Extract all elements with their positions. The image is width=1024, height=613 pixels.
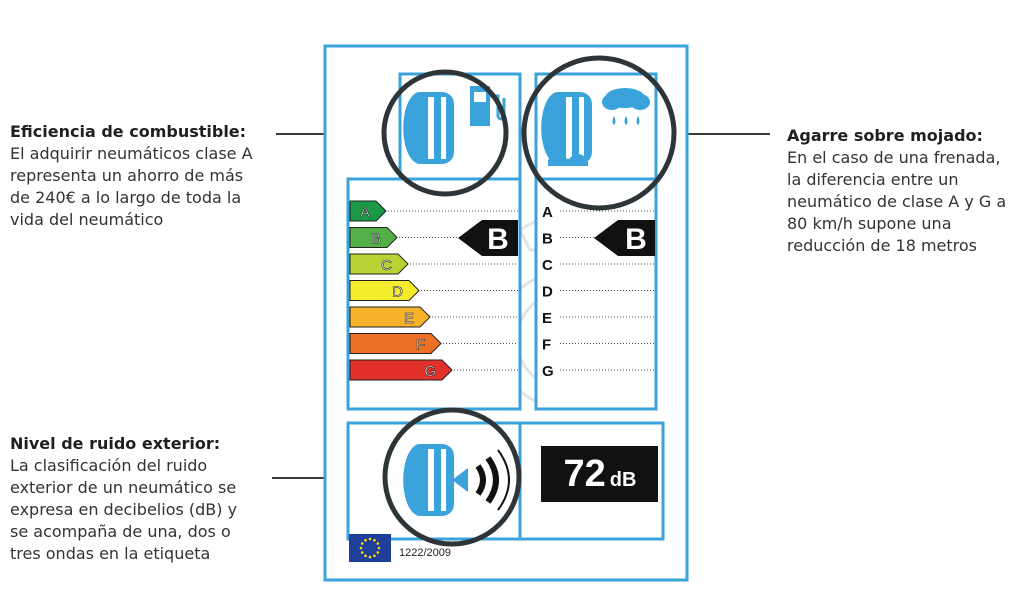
fuel-scale-bar-f — [350, 334, 441, 354]
noise-title: Nivel de ruido exterior: — [10, 434, 221, 453]
eu-star — [361, 551, 364, 554]
eu-star — [364, 554, 367, 557]
regulation-number: 1222/2009 — [399, 547, 451, 559]
fuel-scale-letter-c: C — [381, 257, 392, 274]
eu-star — [360, 547, 363, 550]
fuel-efficiency-title: Eficiencia de combustible: — [10, 122, 247, 141]
eu-star — [376, 542, 379, 545]
fuel-scale-letter-f: F — [415, 336, 425, 354]
fuel-scale-bar-e — [350, 307, 430, 327]
wet-grip-title: Agarre sobre mojado: — [787, 126, 983, 145]
fuel-efficiency-text: El adquirir neumáticos clase A representa un ahorro de más de 240€ a lo largo de toda la vida del neumático — [10, 144, 253, 229]
tyre-icon — [403, 92, 454, 164]
fuel-scale-letter-g: G — [424, 363, 436, 380]
wet-scale-letter-c: C — [542, 257, 553, 274]
wet-rating-letter: B — [625, 223, 647, 256]
noise-text: La clasificación del ruido exterior de un neumático se expresa en decibelios (dB) y se acompaña de una, dos o tres ondas en la etiqueta — [10, 456, 238, 563]
noise-value-unit: dB — [609, 469, 637, 491]
eu-star — [369, 538, 372, 541]
eu-star — [378, 547, 381, 550]
wet-scale-letter-g: G — [542, 363, 554, 380]
eu-star — [373, 554, 376, 557]
fuel-scale-letter-a: A — [359, 204, 370, 221]
fuel-scale-letter-e: E — [403, 310, 414, 327]
fuel-scale-bar-g — [350, 360, 452, 380]
wet-scale-panel — [536, 179, 656, 409]
eu-flag-icon — [349, 534, 391, 562]
wet-grip-text: En el caso de una frenada, la diferencia entre un neumático de clase A y G a 80 km/h supone una reducción de 18 metros — [787, 148, 1007, 255]
eu-star — [364, 539, 367, 542]
noise-value-display — [544, 449, 656, 505]
fuel-rating-letter: B — [487, 223, 509, 256]
eu-star — [361, 542, 364, 545]
fuel-scale-bar-c — [350, 254, 408, 274]
fuel-scale-bar-d — [350, 281, 419, 301]
wet-scale-letter-f: F — [542, 336, 552, 354]
eu-star — [369, 556, 372, 559]
eu-star — [373, 539, 376, 542]
eu-star — [376, 551, 379, 554]
wet-scale-letter-b: B — [542, 230, 553, 248]
wet-scale-letter-a: A — [542, 204, 553, 221]
fuel-scale-letter-b: B — [370, 230, 381, 248]
wet-tyre-icon — [541, 92, 592, 166]
fuel-scale-letter-d: D — [392, 283, 403, 301]
wet-scale-letter-e: E — [542, 310, 553, 327]
noise-value-number: 72 — [563, 453, 606, 495]
wet-scale-letter-d: D — [542, 283, 553, 301]
